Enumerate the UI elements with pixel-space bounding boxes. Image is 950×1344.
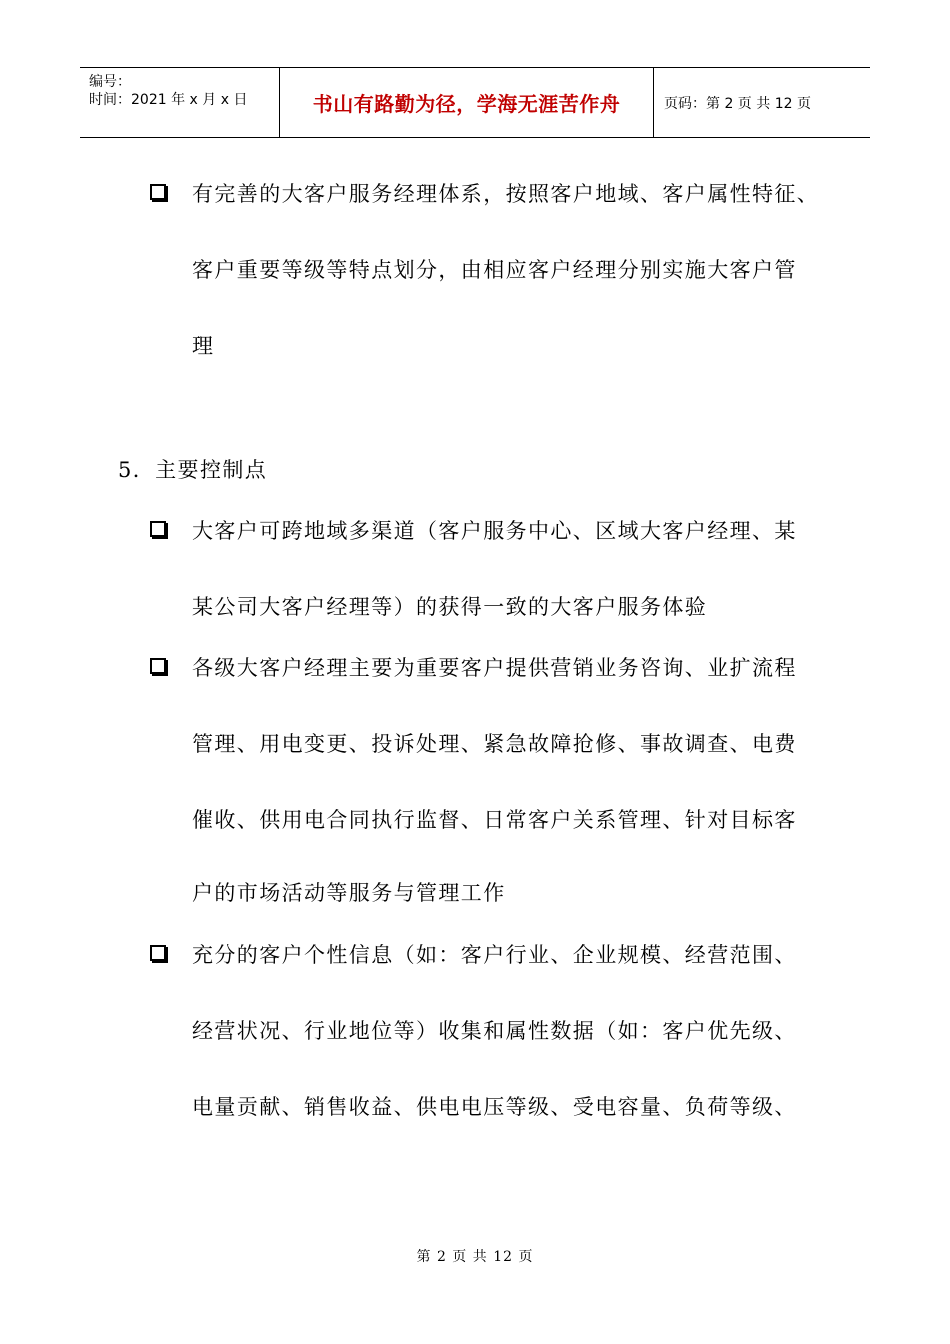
item3-line-4: 户的市场活动等服务与管理工作 — [192, 881, 506, 905]
page-header — [80, 67, 870, 138]
item2-line-2: 某公司大客户经理等）的获得一致的大客户服务体验 — [192, 595, 708, 619]
header-meta — [80, 68, 280, 137]
checkbox-bullet-icon — [150, 945, 166, 961]
item1-line-1: 有完善的大客户服务经理体系，按照客户地域、客户属性特征、 — [192, 182, 820, 206]
item3-line-2: 管理、用电变更、投诉处理、紧急故障抢修、事故调查、电费 — [192, 732, 797, 756]
item3-line-3: 催收、供用电合同执行监督、日常客户关系管理、针对目标客 — [192, 808, 797, 832]
section-heading: 5．主要控制点 — [118, 458, 268, 482]
item2-line-1: 大客户可跨地域多渠道（客户服务中心、区域大客户经理、某 — [192, 519, 797, 543]
time-label: 时间：2021 年 x 月 x 日 — [89, 92, 248, 108]
item4-line-1: 充分的客户个性信息（如：客户行业、企业规模、经营范围、 — [192, 943, 797, 967]
number-label: 编号： — [89, 74, 131, 90]
item1-line-2: 客户重要等级等特点划分，由相应客户经理分别实施大客户管 — [192, 258, 797, 282]
header-motto: 书山有路勤为径，学海无涯苦作舟 — [280, 68, 654, 137]
header-page-label: 页码：第 2 页 共 12 页 — [664, 95, 811, 112]
checkbox-bullet-icon — [150, 658, 166, 674]
checkbox-bullet-icon — [150, 521, 166, 537]
item4-line-2: 经营状况、行业地位等）收集和属性数据（如：客户优先级、 — [192, 1019, 797, 1043]
checkbox-bullet-icon — [150, 184, 166, 200]
page-footer: 第 2 页 共 12 页 — [416, 1249, 534, 1265]
item4-line-3: 电量贡献、销售收益、供电电压等级、受电容量、负荷等级、 — [192, 1095, 797, 1119]
item1-line-3: 理 — [192, 334, 215, 358]
item3-line-1: 各级大客户经理主要为重要客户提供营销业务咨询、业扩流程 — [192, 656, 797, 680]
